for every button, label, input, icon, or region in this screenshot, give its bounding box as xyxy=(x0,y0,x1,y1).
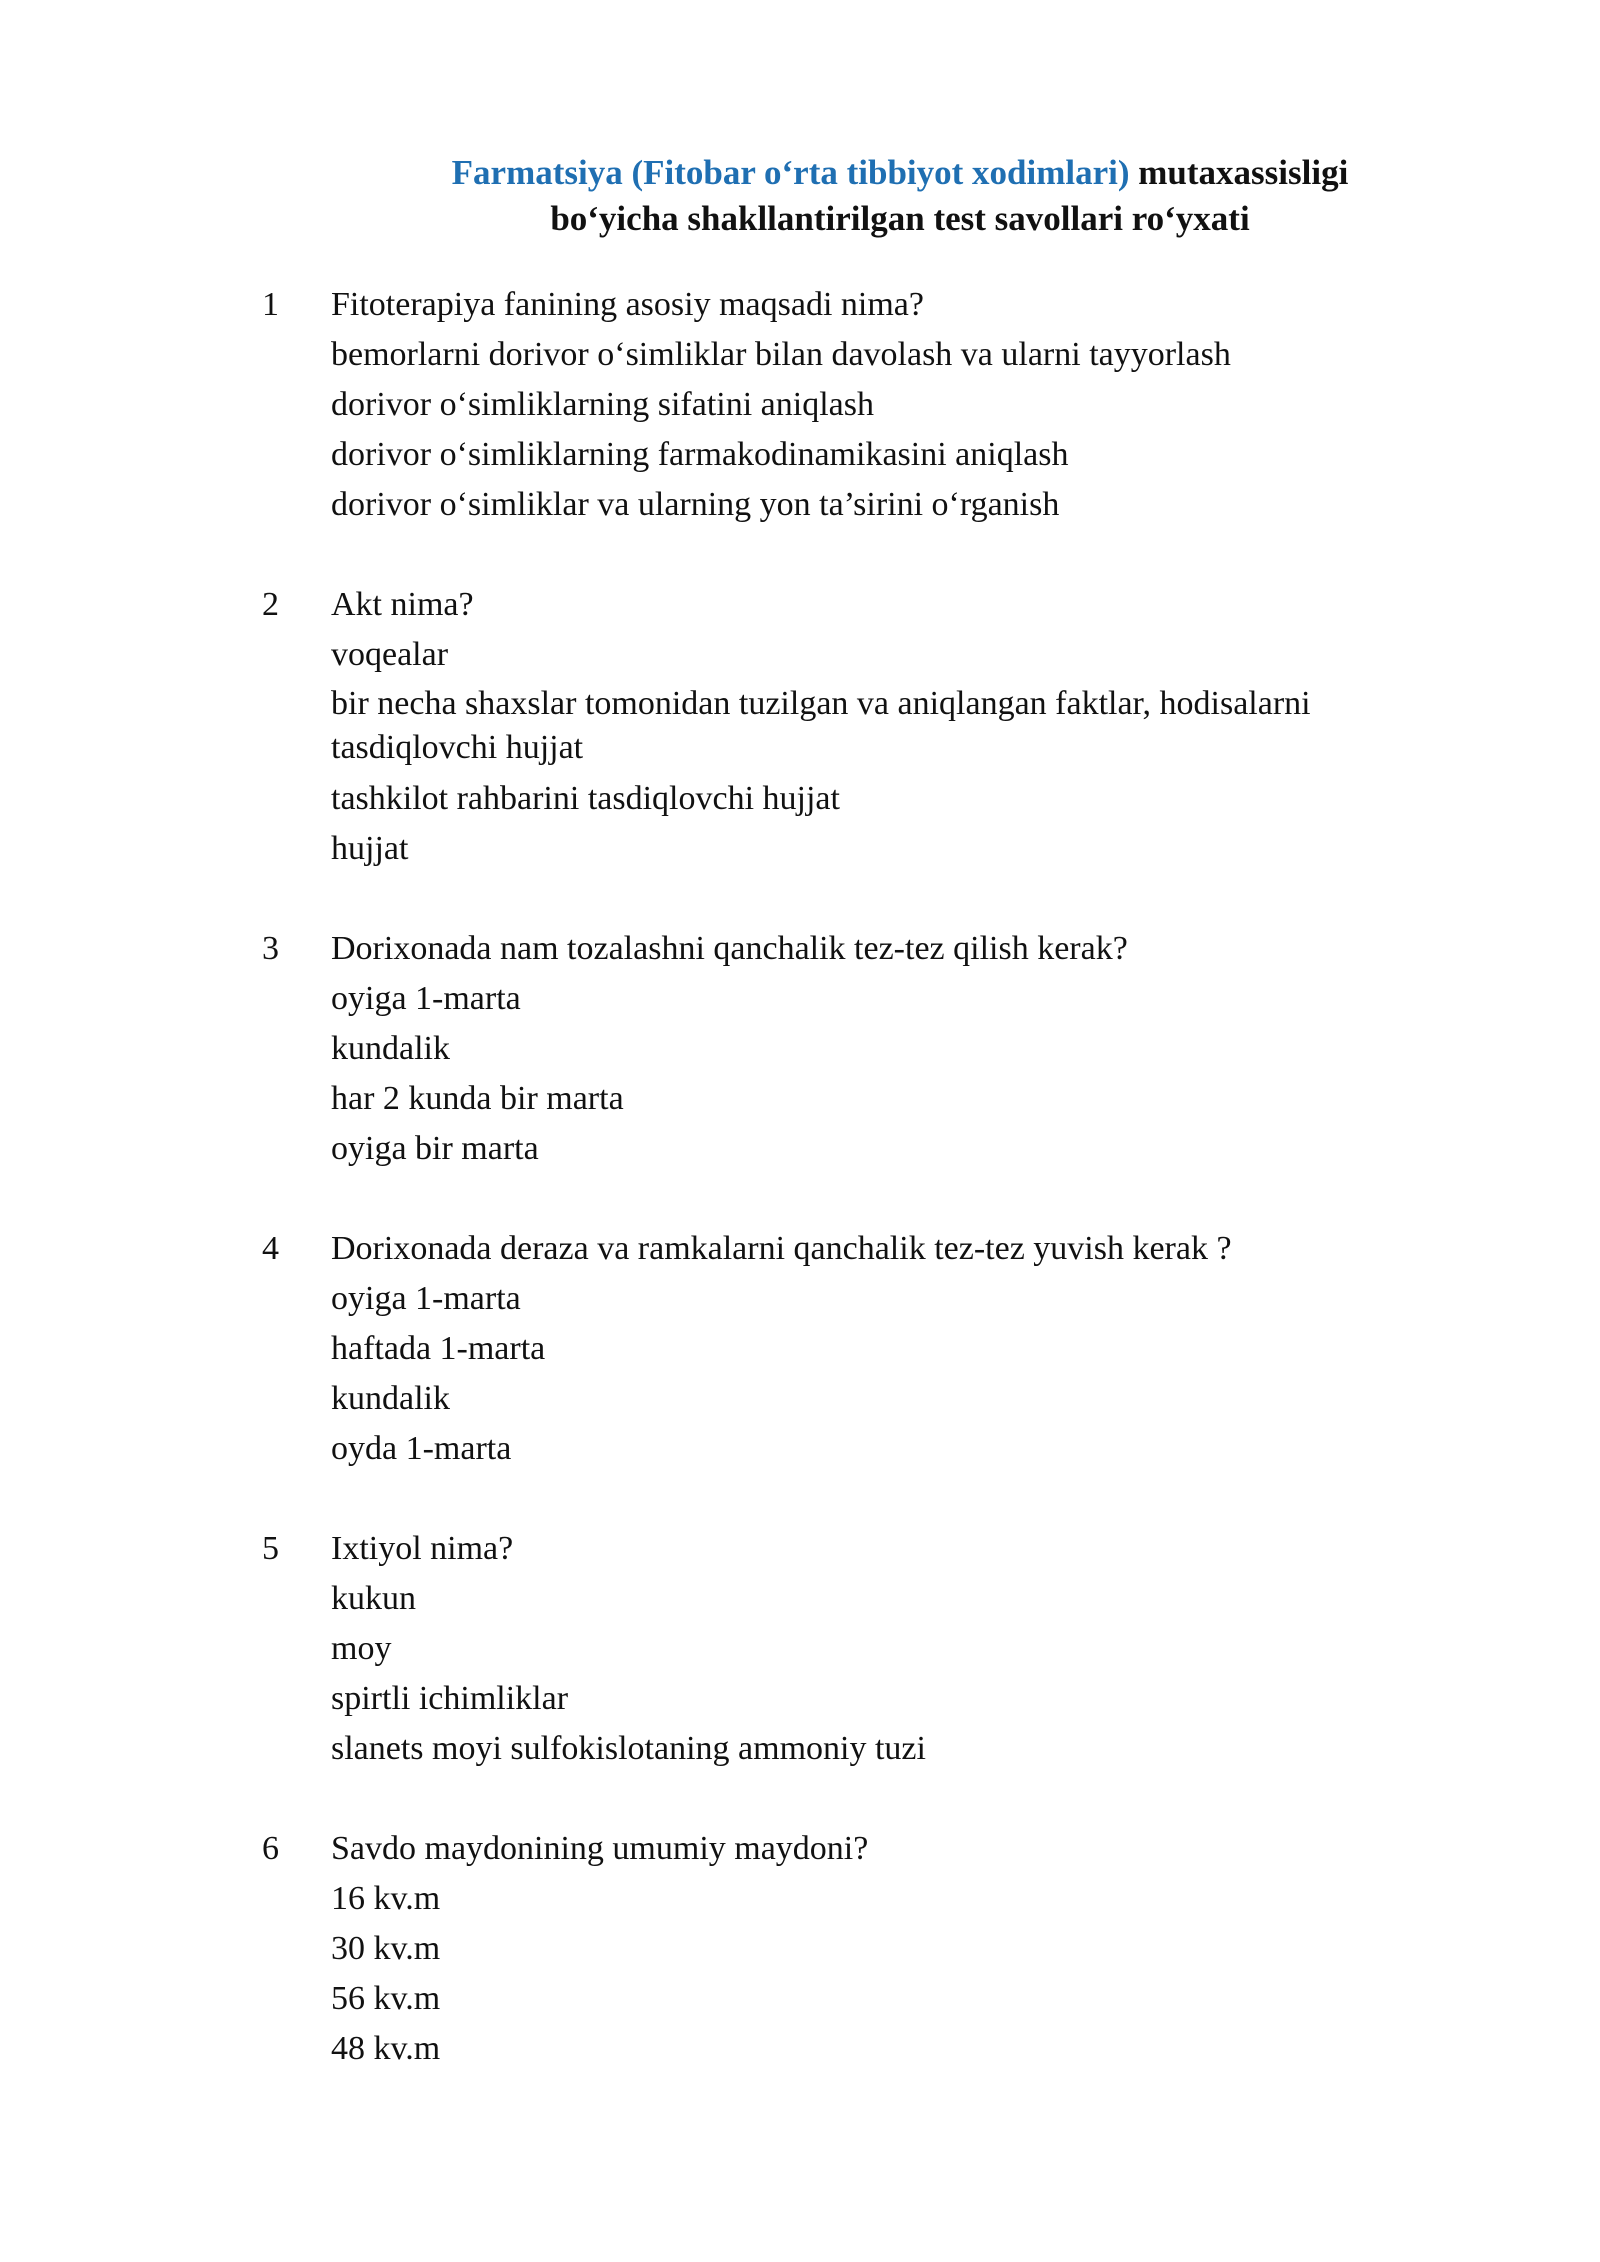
question-2 xyxy=(0,580,1600,874)
question-list xyxy=(0,280,1600,2124)
heading-line-1-rest: mutaxassisligi xyxy=(1129,153,1349,192)
answer-option: spirtli ichimliklar xyxy=(331,1680,569,1717)
question-3 xyxy=(0,924,1600,1174)
question-number: 2 xyxy=(262,586,279,623)
heading-specialty: Farmatsiya (Fitobar o‘rta tibbiyot xodimlari) xyxy=(451,153,1130,192)
question-6 xyxy=(0,1824,1600,2074)
answer-option: har 2 kunda bir marta xyxy=(331,1080,624,1117)
answer-option: moy xyxy=(331,1630,392,1667)
question-number: 4 xyxy=(262,1230,279,1267)
answer-option: oyda 1-marta xyxy=(331,1430,512,1467)
answer-option: 30 kv.m xyxy=(331,1930,441,1967)
answer-option: kundalik xyxy=(331,1030,450,1067)
question-body xyxy=(331,924,1481,1174)
answer-option: tashkilot rahbarini tasdiqlovchi hujjat xyxy=(331,780,840,817)
question-number: 3 xyxy=(262,930,279,967)
question-body xyxy=(331,1524,1481,1774)
answer-option: oyiga 1-marta xyxy=(331,980,521,1017)
answer-option: voqealar xyxy=(331,636,449,673)
answer-option: bir necha shaxslar tomonidan tuzilgan va aniqlangan faktlar, hodisalarni tasdiqlovchi hujjat xyxy=(331,685,1311,766)
question-text: Akt nima? xyxy=(331,586,474,623)
answer-option: slanets moyi sulfokislotaning ammoniy tuzi xyxy=(331,1730,926,1767)
question-5 xyxy=(0,1524,1600,1774)
question-body xyxy=(331,280,1481,530)
answer-option: dorivor o‘simliklarning sifatini aniqlash xyxy=(331,386,874,423)
answer-option: hujjat xyxy=(331,830,409,867)
answer-option: bemorlarni dorivor o‘simliklar bilan davolash va ularni tayyorlash xyxy=(331,336,1231,373)
document-heading xyxy=(240,150,1560,242)
question-text: Savdo maydonining umumiy maydoni? xyxy=(331,1830,869,1867)
question-text: Fitoterapiya fanining asosiy maqsadi nima? xyxy=(331,286,924,323)
answer-option: oyiga bir marta xyxy=(331,1130,539,1167)
heading-line-1 xyxy=(240,150,1560,196)
question-number: 6 xyxy=(262,1830,279,1867)
answer-option: dorivor o‘simliklar va ularning yon ta’sirini o‘rganish xyxy=(331,486,1060,523)
heading-line-2: bo‘yicha shakllantirilgan test savollari ro‘yxati xyxy=(550,199,1250,238)
answer-option: 16 kv.m xyxy=(331,1880,441,1917)
answer-option: haftada 1-marta xyxy=(331,1330,546,1367)
answer-option: 48 kv.m xyxy=(331,2030,441,2067)
question-text: Ixtiyol nima? xyxy=(331,1530,514,1567)
question-4 xyxy=(0,1224,1600,1474)
question-number: 5 xyxy=(262,1530,279,1567)
question-text: Dorixonada nam tozalashni qanchalik tez-tez qilish kerak? xyxy=(331,930,1128,967)
question-1 xyxy=(0,280,1600,530)
answer-option: kundalik xyxy=(331,1380,450,1417)
answer-option: oyiga 1-marta xyxy=(331,1280,521,1317)
question-body xyxy=(331,580,1481,874)
answer-option: dorivor o‘simliklarning farmakodinamikasini aniqlash xyxy=(331,436,1069,473)
answer-option: kukun xyxy=(331,1580,416,1617)
question-number: 1 xyxy=(262,286,279,323)
question-text: Dorixonada deraza va ramkalarni qanchalik tez-tez yuvish kerak ? xyxy=(331,1230,1232,1267)
answer-option: 56 kv.m xyxy=(331,1980,441,2017)
question-body xyxy=(331,1224,1481,1474)
question-body xyxy=(331,1824,1481,2074)
